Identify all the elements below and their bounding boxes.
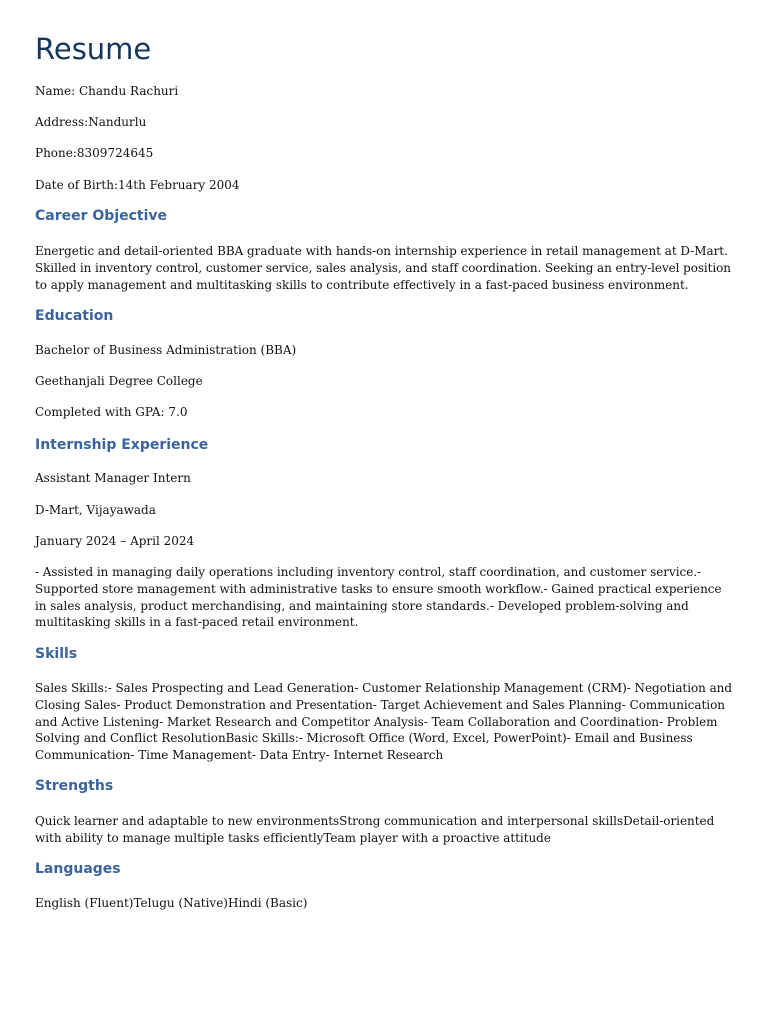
education-college: Geethanjali Degree College xyxy=(35,374,203,388)
page-title: Resume xyxy=(35,32,152,66)
strengths-text xyxy=(35,813,735,847)
career-objective-line: Energetic and detail-oriented BBA graduate with hands-on internship experience in retail management at D-Mart. xyxy=(35,244,728,258)
internship-line: - Assisted in managing daily operations including inventory control, staff coordination, and customer service.- xyxy=(35,565,702,579)
skills-line: Closing Sales- Product Demonstration and Presentation- Target Achievement and Sales Planning- Communication xyxy=(35,697,725,712)
internship-description xyxy=(35,564,735,631)
phone-line: Phone:8309724645 xyxy=(35,146,154,160)
internship-line: multitasking skills in a fast-paced retail environment. xyxy=(35,615,359,630)
skills-line: and Active Listening- Market Research and Competitor Analysis- Team Collaboration and Coordination- Problem xyxy=(35,714,718,729)
skills-line: Solving and Conflict ResolutionBasic Skills:- Microsoft Office (Word, Excel, PowerPoint)- Email and Business xyxy=(35,731,693,746)
internship-line: in sales analysis, product merchandising, and maintaining store standards.- Developed problem-solving and xyxy=(35,598,689,613)
career-objective-line: to apply management and multitasking skills to contribute effectively in a fast-paced business environment. xyxy=(35,277,689,292)
education-heading: Education xyxy=(35,308,114,324)
name-line: Name: Chandu Rachuri xyxy=(35,84,179,98)
internship-role: Assistant Manager Intern xyxy=(35,471,191,485)
career-objective-text xyxy=(35,243,735,293)
internship-line: Supported store management with administrative tasks to ensure smooth workflow.- Gained practical experience xyxy=(35,581,722,596)
career-objective-line: Skilled in inventory control, customer service, sales analysis, and staff coordination. Seeking an entry-level position xyxy=(35,260,731,275)
strengths-line: Quick learner and adaptable to new environmentsStrong communication and interpersonal skillsDetail-oriented xyxy=(35,814,715,828)
internship-heading: Internship Experience xyxy=(35,437,209,453)
internship-company: D-Mart, Vijayawada xyxy=(35,503,156,517)
strengths-heading: Strengths xyxy=(35,778,114,794)
languages-text: English (Fluent)Telugu (Native)Hindi (Basic) xyxy=(35,896,308,910)
skills-line: Sales Skills:- Sales Prospecting and Lead Generation- Customer Relationship Management (CRM)- Negotiation and xyxy=(35,681,732,695)
education-gpa: Completed with GPA: 7.0 xyxy=(35,405,188,419)
skills-text xyxy=(35,680,735,764)
dob-line: Date of Birth:14th February 2004 xyxy=(35,178,240,192)
education-degree: Bachelor of Business Administration (BBA) xyxy=(35,343,297,357)
address-line: Address:Nandurlu xyxy=(35,115,147,129)
skills-heading: Skills xyxy=(35,646,78,662)
strengths-line: with ability to manage multiple tasks efficientlyTeam player with a proactive attitude xyxy=(35,830,551,845)
skills-line: Communication- Time Management- Data Entry- Internet Research xyxy=(35,748,444,763)
internship-dates: January 2024 – April 2024 xyxy=(35,534,195,548)
languages-heading: Languages xyxy=(35,861,121,877)
career-objective-heading: Career Objective xyxy=(35,208,168,224)
